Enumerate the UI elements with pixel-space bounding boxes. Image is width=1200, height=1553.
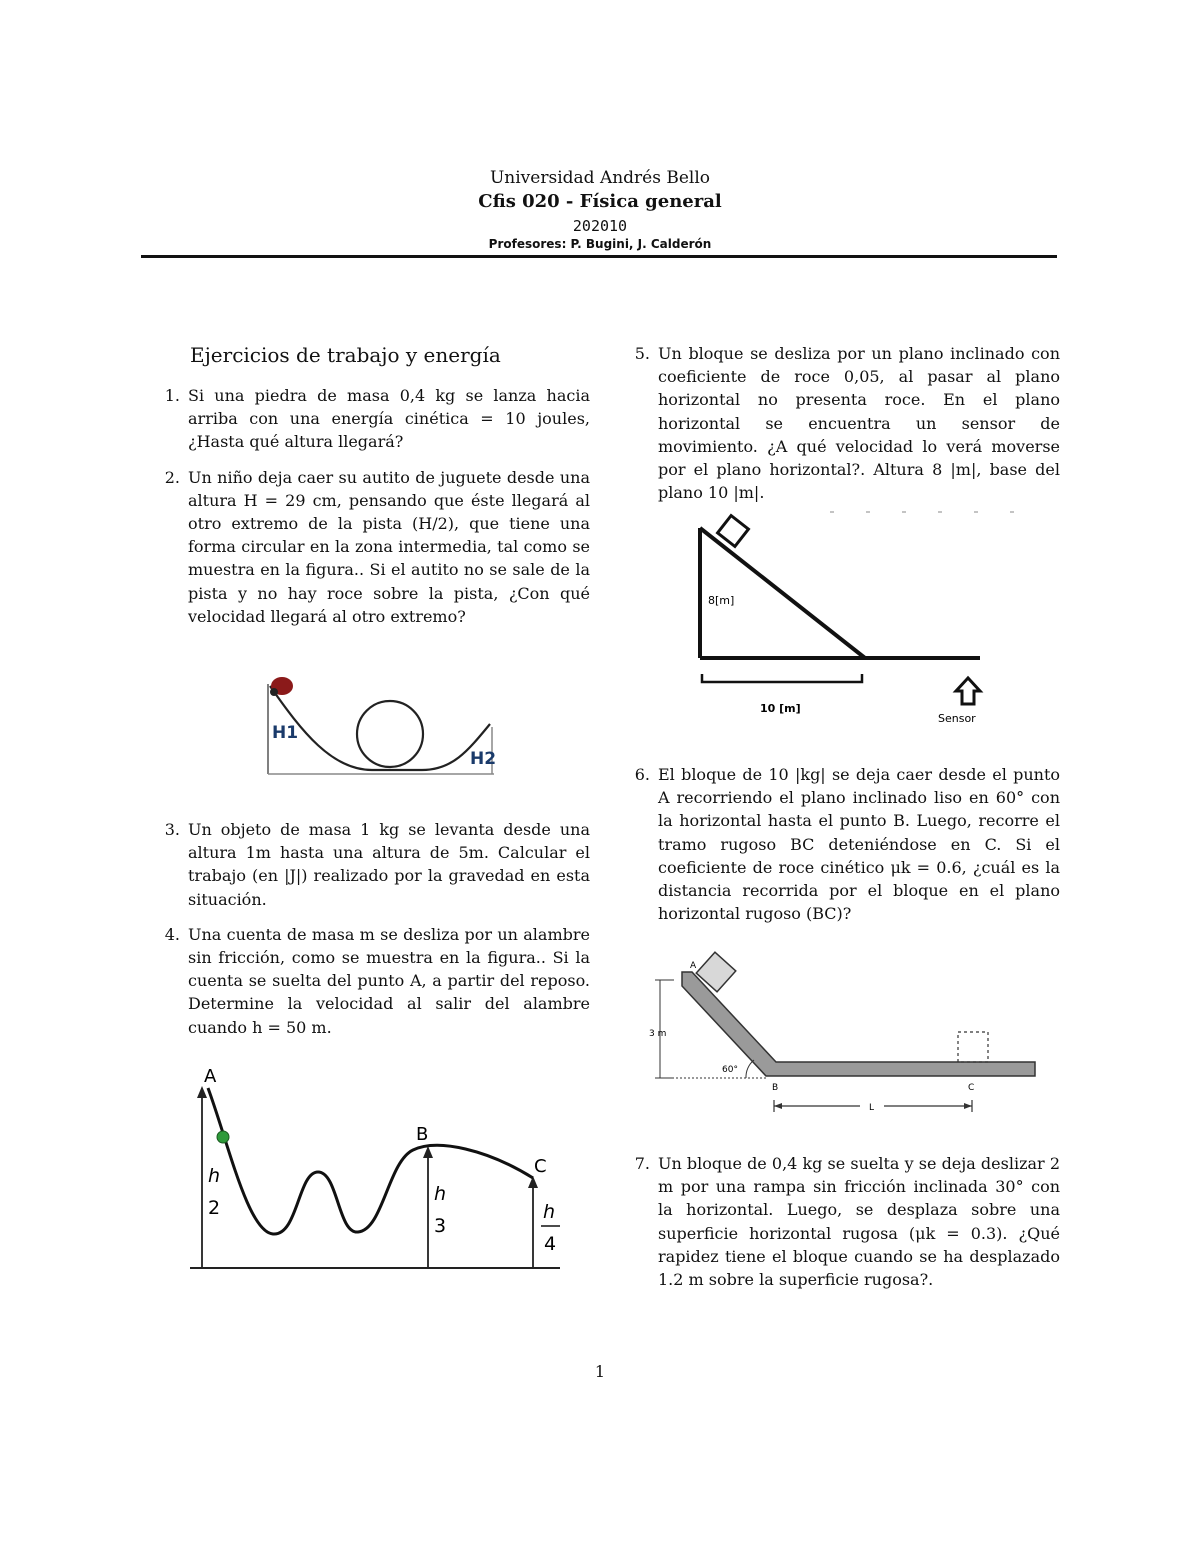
label-height: 3 m: [649, 1029, 667, 1039]
exercise-5: [620, 342, 1060, 504]
exercise-text: Un niño deja caer su autito de juguete desde una altura H = 29 cm, pensando que éste llegará al otro extremo de la pista (H/2), que tiene una forma circular en la zona intermedia, tal como se muestra en la figura.. Si el autito no se sale de la pista y no hay roce sobre la pista, ¿Con qué velocidad llegará al otro extremo?: [188, 467, 590, 626]
right-column-lower: [620, 1152, 1060, 1291]
label-base: 10 [m]: [760, 702, 801, 715]
block: [718, 516, 749, 547]
left-column: [150, 342, 590, 628]
label-4: 4: [544, 1233, 557, 1255]
label-b: B: [772, 1083, 779, 1093]
exercise-number: 2.: [164, 467, 180, 487]
exercise-number: 5.: [634, 344, 650, 363]
wire-path: [208, 1088, 533, 1234]
exercise-3: [150, 818, 590, 911]
exercise-4: [150, 923, 590, 1039]
header-rule: [141, 255, 1057, 258]
exercise-1: [150, 384, 590, 454]
exercise-text: Un bloque de 0,4 kg se suelta y se deja deslizar 2 m por una rampa sin fricción inclinada 30° con la horizontal. Luego, se desplaza sobre una superficie horizontal rugosa (μk = 0.3). ¿Qué rapidez tiene el bloque cuando se ha desplazado 1.2 m sobre la superficie rugosa?.: [658, 1154, 1060, 1290]
sensor-arrow-icon: [956, 678, 980, 704]
label-b: B: [416, 1124, 429, 1145]
exercise-number: 4.: [164, 924, 180, 944]
bead-icon: [217, 1131, 229, 1143]
base-brace: [702, 674, 862, 682]
loop-circle: [357, 701, 423, 767]
header-course: Cfis 020 - Física general: [478, 191, 722, 212]
page-title: Ejercicios de trabajo y energía: [190, 343, 501, 367]
exercise-number: 7.: [634, 1154, 650, 1173]
exercise-text: Si una piedra de masa 0,4 kg se lanza hacia arriba con una energía cinética = 10 joules, ¿Hasta qué altura llegará?: [188, 386, 590, 452]
figure-wire: [188, 1062, 568, 1274]
label-h-c: h: [543, 1201, 556, 1223]
header-university: Universidad Andrés Bello: [489, 168, 711, 188]
exercise-text: Una cuenta de masa m se desliza por un alambre sin fricción, como se muestra en la figura.. Si la cuenta se suelta del punto A, a partir del reposo. Determine la velocidad al salir del alambre cuando h = 50 m.: [188, 924, 590, 1037]
exercise-text: Un objeto de masa 1 kg se levanta desde una altura 1m hasta una altura de 5m. Calcular el trabajo (en |J|) realizado por la gravedad en esta situación.: [188, 820, 590, 909]
label-h1: H1: [272, 723, 299, 743]
incline: [700, 528, 865, 658]
label-c: C: [968, 1083, 975, 1093]
track-path: [270, 686, 490, 770]
figure-loop-track: [262, 672, 502, 782]
label-angle: 60°: [722, 1065, 738, 1075]
exercise-2: [150, 466, 590, 628]
header-term: 202010: [572, 217, 628, 235]
exercise-number: 3.: [164, 820, 180, 839]
right-column-mid: [620, 763, 1060, 925]
label-length: L: [869, 1103, 875, 1113]
header-professors: Profesores: P. Bugini, J. Calderón: [488, 237, 712, 251]
figure-incline-sensor: [690, 500, 1020, 728]
label-2: 2: [208, 1197, 221, 1219]
left-column-lower: [150, 818, 590, 1039]
page-number: 1: [594, 1362, 606, 1381]
final-position: [958, 1032, 988, 1062]
right-column: [620, 342, 1060, 504]
label-h2: H2: [470, 749, 497, 769]
label-a: A: [204, 1066, 217, 1087]
exercise-text: El bloque de 10 |kg| se deja caer desde el punto A recorriendo el plano inclinado liso en 60° con la horizontal hasta el punto B. Luego, recorre el tramo rugoso BC deteniéndose en C. Si el coeficiente de roce cinético μk = 0.6, ¿cuál es la distancia recorrida por el bloque en el plano horizontal rugoso (BC)?: [658, 765, 1060, 924]
arrow-a-head: [197, 1086, 207, 1098]
length-right-arrow: [964, 1103, 972, 1109]
length-left-arrow: [774, 1103, 782, 1109]
toy-car-icon: [270, 677, 293, 696]
label-a: A: [690, 961, 697, 971]
exercise-6: [620, 763, 1060, 925]
figure-incline-rough: [648, 950, 1040, 1116]
exercise-number: 6.: [634, 765, 650, 784]
label-h-a: h: [208, 1165, 221, 1187]
exercise-text: Un bloque se desliza por un plano inclinado con coeficiente de roce 0,05, al pasar al plano horizontal no presenta roce. En el plano horizontal se encuentra un sensor de movimiento. ¿A qué velocidad lo verá moverse por el plano horizontal?. Altura 8 |m|, base del plano 10 |m|.: [658, 344, 1060, 503]
label-height: 8[m]: [708, 594, 735, 607]
label-sensor: Sensor: [938, 712, 976, 725]
ramp-and-floor: [682, 972, 1035, 1076]
exercise-number: 1.: [164, 386, 180, 405]
label-h-b: h: [434, 1183, 447, 1205]
label-c: C: [534, 1156, 547, 1177]
label-3: 3: [434, 1215, 447, 1237]
exercise-7: [620, 1152, 1060, 1291]
